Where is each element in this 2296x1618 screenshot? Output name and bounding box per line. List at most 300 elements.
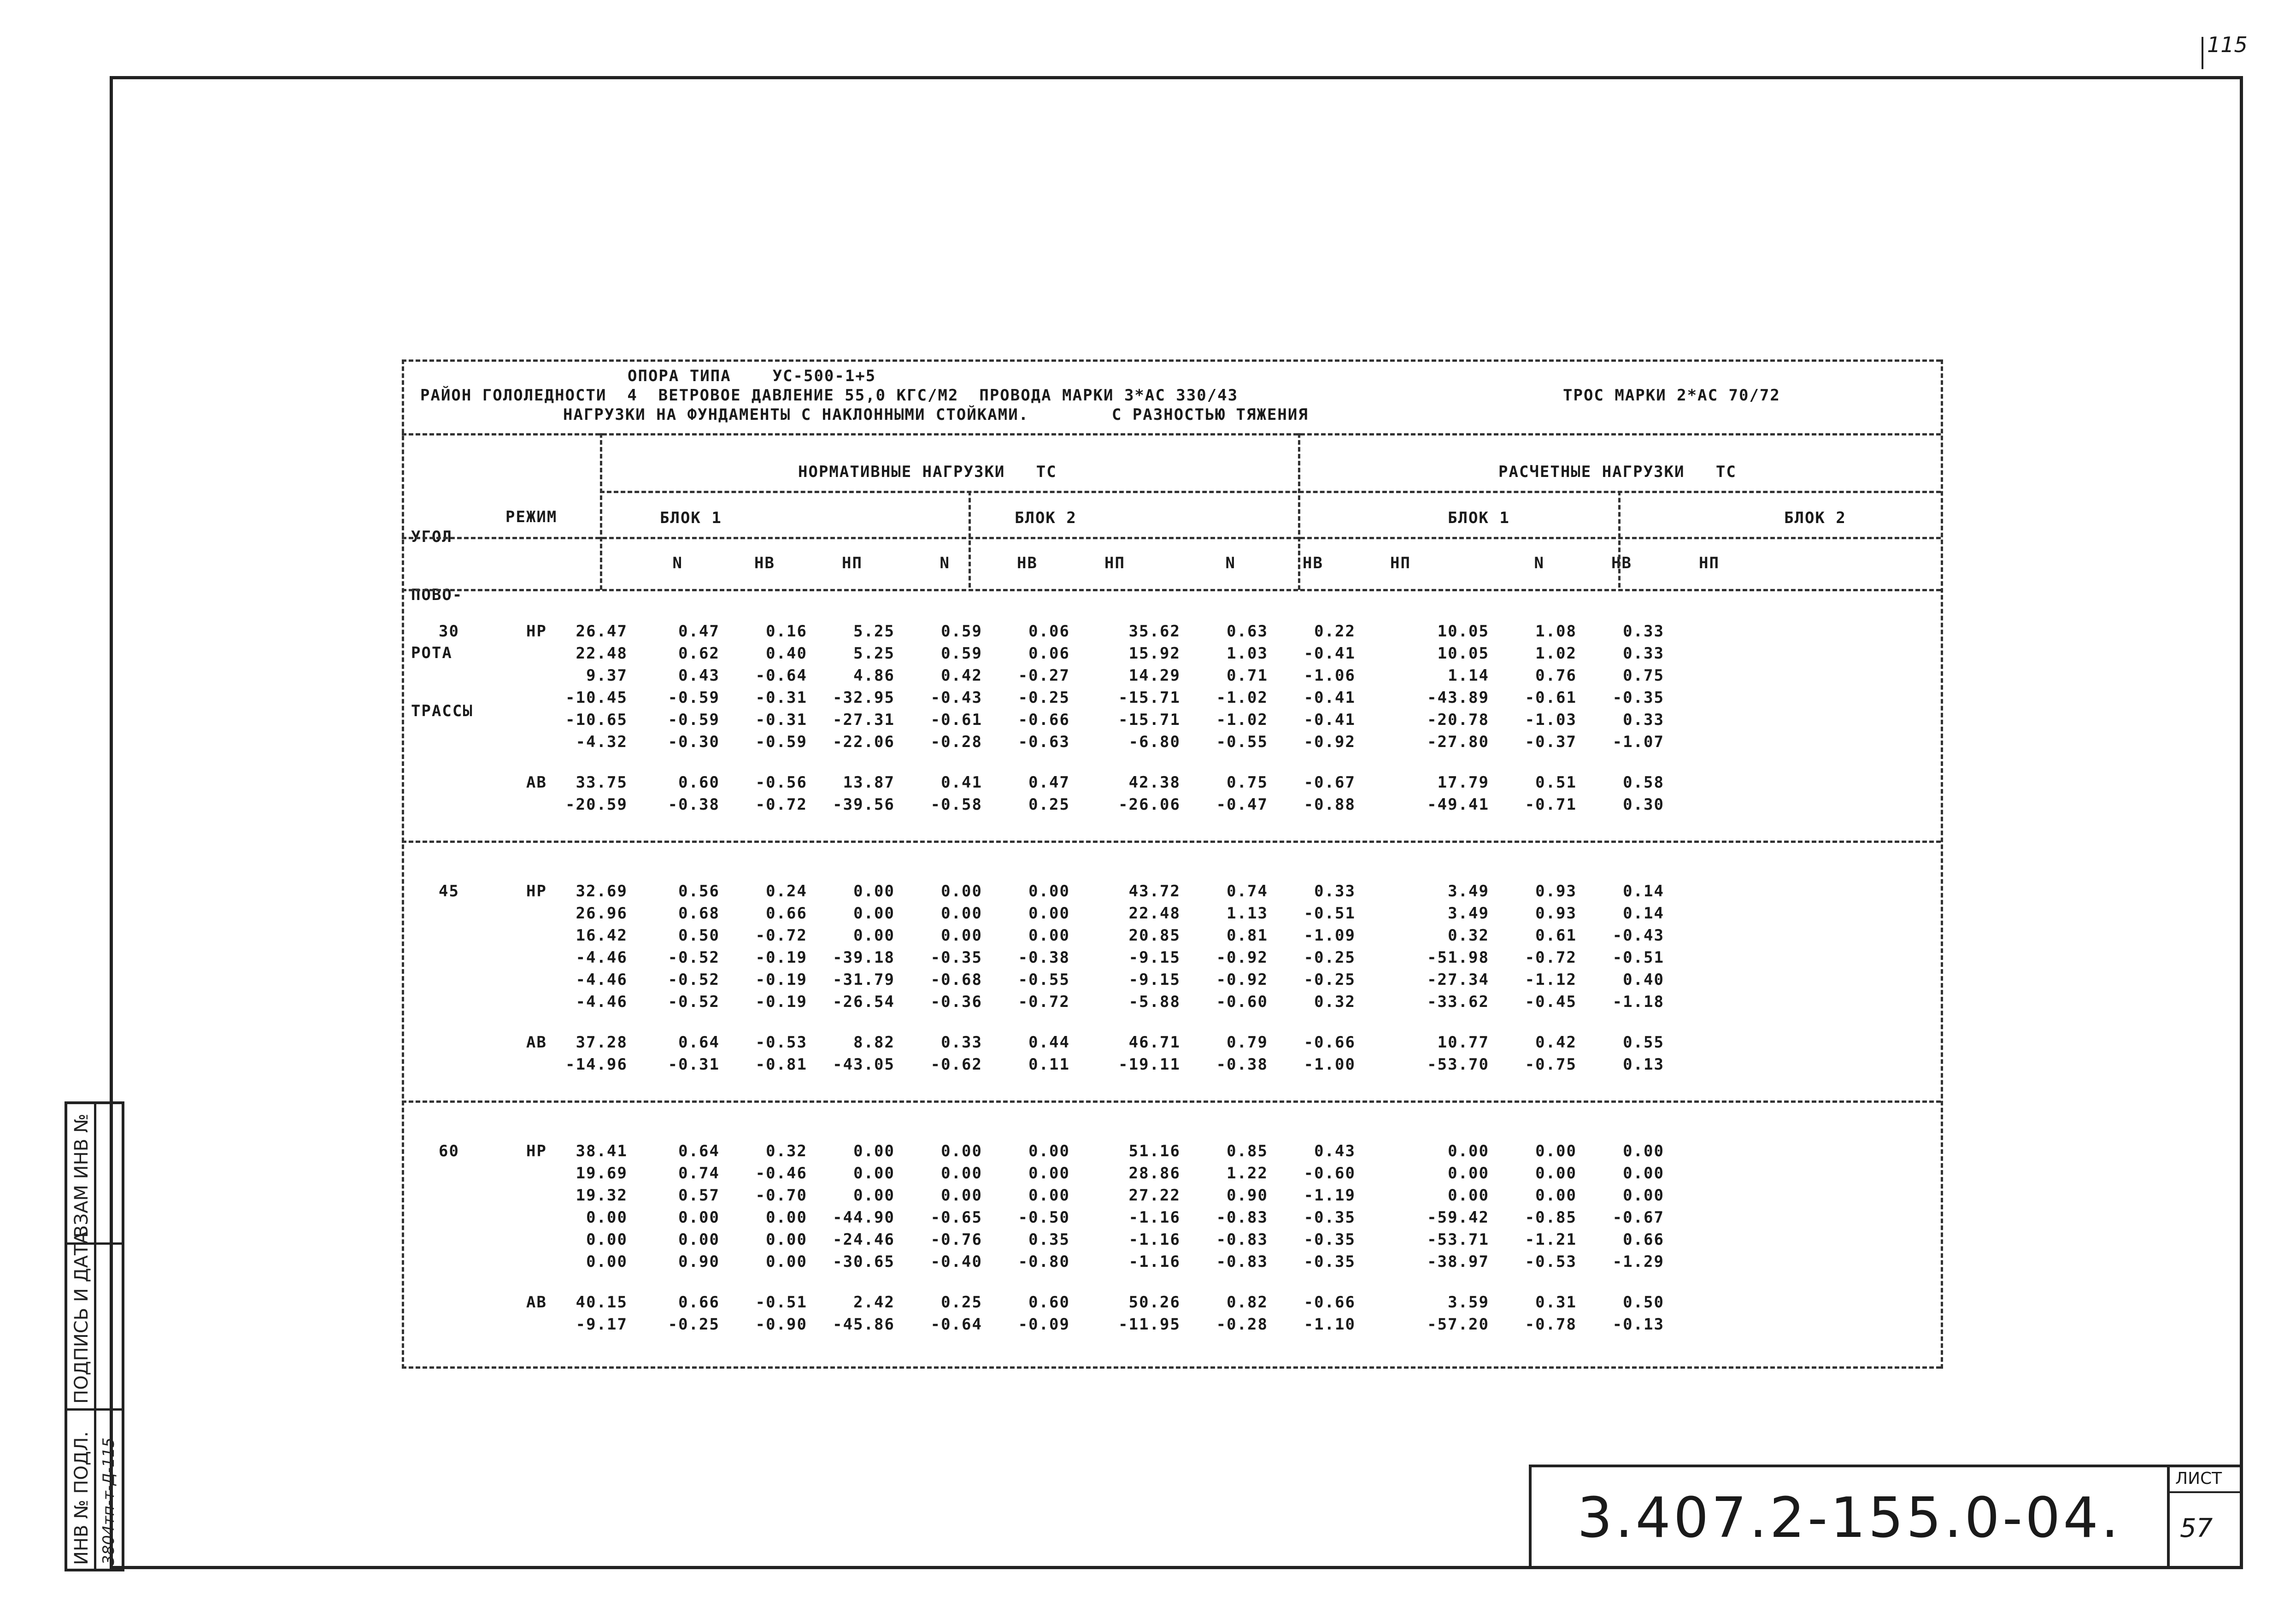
table-cell: -1.19: [1304, 1186, 1356, 1205]
mode-label: АВ: [526, 773, 547, 792]
col-angle-line: УГОЛ: [411, 528, 452, 546]
stamp-inv-number: 3804тп-т-Д-115: [100, 1437, 118, 1565]
table-cell: 0.75: [1623, 666, 1664, 685]
table-cell: 10.05: [1437, 644, 1489, 663]
table-cell: -1.12: [1525, 971, 1577, 989]
table-cell: 3.49: [1448, 882, 1489, 900]
table-cell: -1.07: [1612, 733, 1664, 751]
col-norm-block1: БЛОК 1: [660, 509, 722, 527]
table-cell: -27.34: [1427, 971, 1489, 989]
sheet-divider: [2170, 1491, 2243, 1493]
dashed-rule: [600, 491, 1941, 493]
table-cell: 0.00: [1448, 1164, 1489, 1183]
table-cell: -24.46: [833, 1230, 895, 1249]
table-cell: -0.72: [1018, 993, 1070, 1011]
table-cell: 0.00: [853, 926, 895, 945]
table-cell: -4.46: [575, 971, 628, 989]
table-cell: 26.96: [575, 904, 628, 923]
table-cell: 0.22: [1314, 622, 1356, 641]
table-cell: 42.38: [1128, 773, 1180, 792]
dashed-rule: [402, 1100, 1941, 1103]
sub-header-cell: N: [672, 554, 683, 572]
table-cell: 0.06: [1028, 622, 1070, 641]
table-cell: 0.00: [766, 1230, 807, 1249]
angle-label: 60: [439, 1142, 459, 1160]
angle-label: 45: [439, 882, 459, 900]
table-cell: 0.66: [678, 1293, 720, 1312]
table-cell: -4.46: [575, 948, 628, 967]
table-cell: -0.47: [1216, 795, 1268, 814]
dashed-rule: [402, 433, 1941, 435]
table-cell: -53.71: [1427, 1230, 1489, 1249]
table-cell: 13.87: [843, 773, 895, 792]
table-cell: -0.41: [1304, 711, 1356, 729]
table-cell: -1.02: [1216, 688, 1268, 707]
dashed-rule: [1298, 433, 1300, 590]
table-cell: 0.64: [678, 1033, 720, 1052]
table-cell: -15.71: [1118, 711, 1180, 729]
table-cell: -1.16: [1128, 1253, 1180, 1271]
table-cell: -0.59: [668, 688, 720, 707]
table-cell: -0.83: [1216, 1253, 1268, 1271]
table-cell: 0.00: [1028, 904, 1070, 923]
table-cell: -0.38: [1216, 1055, 1268, 1074]
table-cell: 0.71: [1227, 666, 1268, 685]
table-cell: -0.53: [755, 1033, 807, 1052]
table-cell: -43.89: [1427, 688, 1489, 707]
sub-header-cell: НВ: [1611, 554, 1632, 572]
table-cell: 5.25: [853, 622, 895, 641]
table-cell: 43.72: [1128, 882, 1180, 900]
table-cell: -5.88: [1128, 993, 1180, 1011]
table-cell: -1.09: [1304, 926, 1356, 945]
table-cell: 0.60: [678, 773, 720, 792]
table-cell: 0.00: [1028, 1186, 1070, 1205]
table-cell: -22.06: [833, 733, 895, 751]
table-cell: -15.71: [1118, 688, 1180, 707]
table-cell: 1.13: [1227, 904, 1268, 923]
table-cell: -31.79: [833, 971, 895, 989]
table-cell: -20.78: [1427, 711, 1489, 729]
table-cell: 0.50: [1623, 1293, 1664, 1312]
col-normative: НОРМАТИВНЫЕ НАГРУЗКИ ТС: [798, 463, 1057, 481]
load-table-printout: [402, 359, 1955, 1373]
table-cell: -0.31: [668, 1055, 720, 1074]
table-cell: 0.00: [1028, 882, 1070, 900]
table-cell: 0.00: [853, 1142, 895, 1160]
table-cell: 40.15: [575, 1293, 628, 1312]
table-cell: 0.11: [1028, 1055, 1070, 1074]
table-cell: 0.00: [1623, 1186, 1664, 1205]
sub-header-cell: N: [1225, 554, 1236, 572]
table-cell: -0.68: [930, 971, 982, 989]
table-cell: 2.42: [853, 1293, 895, 1312]
table-cell: -0.92: [1216, 971, 1268, 989]
table-cell: 0.00: [1623, 1164, 1664, 1183]
left-stamp: [65, 1101, 124, 1571]
table-cell: -1.10: [1304, 1315, 1356, 1334]
table-cell: -10.65: [565, 711, 628, 729]
table-cell: -0.35: [1304, 1208, 1356, 1227]
table-cell: 0.64: [678, 1142, 720, 1160]
table-cell: -51.98: [1427, 948, 1489, 967]
table-cell: 0.85: [1227, 1142, 1268, 1160]
table-cell: 1.22: [1227, 1164, 1268, 1183]
header-line-2: РАЙОН ГОЛОЛЕДНОСТИ 4 ВЕТРОВОЕ ДАВЛЕНИЕ 55,0 КГС/М2 ПРОВОДА МАРКИ 3*АС 330/43: [420, 386, 1239, 405]
table-cell: -32.95: [833, 688, 895, 707]
table-cell: -0.80: [1018, 1253, 1070, 1271]
table-cell: -1.18: [1612, 993, 1664, 1011]
table-cell: -0.64: [755, 666, 807, 685]
table-cell: 3.59: [1448, 1293, 1489, 1312]
table-cell: -0.41: [1304, 644, 1356, 663]
table-cell: 0.00: [941, 1142, 982, 1160]
col-des-block1: БЛОК 1: [1448, 509, 1510, 527]
table-cell: 0.63: [1227, 622, 1268, 641]
table-cell: -0.55: [1018, 971, 1070, 989]
table-cell: 0.33: [1623, 644, 1664, 663]
table-cell: 5.25: [853, 644, 895, 663]
table-cell: 0.13: [1623, 1055, 1664, 1074]
table-cell: 0.30: [1623, 795, 1664, 814]
table-cell: -0.38: [1018, 948, 1070, 967]
table-cell: 19.69: [575, 1164, 628, 1183]
table-cell: 0.31: [1535, 1293, 1577, 1312]
table-cell: -0.35: [1612, 688, 1664, 707]
table-cell: 0.00: [1535, 1142, 1577, 1160]
sub-header-cell: НВ: [1017, 554, 1038, 572]
table-cell: 0.82: [1227, 1293, 1268, 1312]
table-cell: 0.00: [586, 1253, 628, 1271]
dashed-rule: [600, 433, 602, 590]
col-des-block2: БЛОК 2: [1784, 509, 1846, 527]
table-cell: -9.17: [575, 1315, 628, 1334]
table-cell: -0.25: [1018, 688, 1070, 707]
dashed-rule: [1941, 359, 1943, 1369]
table-cell: 0.00: [1535, 1186, 1577, 1205]
table-cell: -0.71: [1525, 795, 1577, 814]
col-angle-line: ТРАССЫ: [411, 702, 473, 720]
table-cell: 0.47: [1028, 773, 1070, 792]
sheet-top-number: 115: [2207, 32, 2248, 57]
table-cell: -0.67: [1612, 1208, 1664, 1227]
table-cell: -0.43: [1612, 926, 1664, 945]
table-cell: -1.03: [1525, 711, 1577, 729]
stamp-inv-podl: ИНВ № ПОДЛ.: [71, 1431, 92, 1565]
table-cell: 0.42: [1535, 1033, 1577, 1052]
table-cell: -0.27: [1018, 666, 1070, 685]
table-cell: 1.14: [1448, 666, 1489, 685]
table-cell: -0.58: [930, 795, 982, 814]
table-cell: 0.24: [766, 882, 807, 900]
header-line-2b: ТРОС МАРКИ 2*АС 70/72: [1563, 386, 1780, 405]
table-cell: 0.66: [1623, 1230, 1664, 1249]
sub-header-cell: N: [940, 554, 950, 572]
mode-label: НР: [526, 882, 547, 900]
angle-label: 30: [439, 622, 459, 641]
table-cell: -0.72: [1525, 948, 1577, 967]
table-cell: 28.86: [1128, 1164, 1180, 1183]
table-cell: 0.00: [1028, 926, 1070, 945]
table-cell: 26.47: [575, 622, 628, 641]
table-cell: 0.59: [941, 644, 982, 663]
table-cell: -14.96: [565, 1055, 628, 1074]
table-cell: 0.00: [853, 1186, 895, 1205]
table-cell: 0.62: [678, 644, 720, 663]
table-cell: -0.45: [1525, 993, 1577, 1011]
table-cell: 0.25: [941, 1293, 982, 1312]
table-cell: -0.83: [1216, 1208, 1268, 1227]
stamp-divider: [67, 1408, 122, 1411]
table-cell: -10.45: [565, 688, 628, 707]
table-cell: -0.50: [1018, 1208, 1070, 1227]
sub-header-cell: НП: [1104, 554, 1125, 572]
table-cell: -0.25: [1304, 971, 1356, 989]
table-cell: 27.22: [1128, 1186, 1180, 1205]
table-cell: -0.31: [755, 711, 807, 729]
dashed-rule: [402, 1366, 1941, 1369]
sub-header-cell: НП: [1390, 554, 1411, 572]
table-cell: -1.16: [1128, 1230, 1180, 1249]
table-cell: 35.62: [1128, 622, 1180, 641]
table-cell: 0.75: [1227, 773, 1268, 792]
table-cell: 3.49: [1448, 904, 1489, 923]
table-cell: 0.81: [1227, 926, 1268, 945]
table-cell: -0.35: [1304, 1230, 1356, 1249]
table-cell: 0.06: [1028, 644, 1070, 663]
table-cell: -26.54: [833, 993, 895, 1011]
table-cell: 0.00: [941, 926, 982, 945]
table-cell: -1.02: [1216, 711, 1268, 729]
dashed-rule: [402, 841, 1941, 843]
mode-label: НР: [526, 1142, 547, 1160]
table-cell: 0.60: [1028, 1293, 1070, 1312]
table-cell: -0.76: [930, 1230, 982, 1249]
table-cell: 0.76: [1535, 666, 1577, 685]
table-cell: -0.46: [755, 1164, 807, 1183]
table-cell: -1.21: [1525, 1230, 1577, 1249]
table-cell: -53.70: [1427, 1055, 1489, 1074]
table-cell: 0.50: [678, 926, 720, 945]
table-cell: -0.40: [930, 1253, 982, 1271]
table-cell: -0.60: [1304, 1164, 1356, 1183]
header-line-1: ОПОРА ТИПА УС-500-1+5: [628, 367, 876, 385]
table-cell: -27.80: [1427, 733, 1489, 751]
table-cell: 0.00: [1028, 1142, 1070, 1160]
table-cell: -0.52: [668, 993, 720, 1011]
table-cell: 22.48: [575, 644, 628, 663]
table-cell: -0.62: [930, 1055, 982, 1074]
table-cell: 0.14: [1623, 904, 1664, 923]
table-cell: -0.81: [755, 1055, 807, 1074]
table-cell: -0.92: [1304, 733, 1356, 751]
table-cell: 0.40: [1623, 971, 1664, 989]
table-cell: -57.20: [1427, 1315, 1489, 1334]
table-cell: 0.14: [1623, 882, 1664, 900]
mode-label: НР: [526, 622, 547, 641]
mode-label: АВ: [526, 1033, 547, 1052]
mode-label: АВ: [526, 1293, 547, 1312]
title-block: [1529, 1465, 2167, 1569]
table-cell: -0.92: [1216, 948, 1268, 967]
table-cell: -9.15: [1128, 971, 1180, 989]
table-cell: -0.61: [930, 711, 982, 729]
table-cell: 0.40: [766, 644, 807, 663]
table-cell: 33.75: [575, 773, 628, 792]
table-cell: 0.35: [1028, 1230, 1070, 1249]
table-cell: 0.74: [678, 1164, 720, 1183]
dashed-rule: [402, 589, 1941, 591]
table-cell: 0.55: [1623, 1033, 1664, 1052]
table-cell: 1.03: [1227, 644, 1268, 663]
col-angle-line: РОТА: [411, 644, 452, 662]
table-cell: 38.41: [575, 1142, 628, 1160]
table-cell: 0.00: [1623, 1142, 1664, 1160]
table-cell: -59.42: [1427, 1208, 1489, 1227]
table-cell: 16.42: [575, 926, 628, 945]
table-cell: -33.62: [1427, 993, 1489, 1011]
table-cell: -43.05: [833, 1055, 895, 1074]
table-cell: 0.33: [1314, 882, 1356, 900]
table-cell: -0.35: [930, 948, 982, 967]
table-cell: 0.59: [941, 622, 982, 641]
table-cell: -0.52: [668, 971, 720, 989]
table-cell: -0.61: [1525, 688, 1577, 707]
table-cell: -27.31: [833, 711, 895, 729]
table-cell: 0.00: [941, 882, 982, 900]
table-cell: 0.90: [678, 1253, 720, 1271]
table-cell: -0.51: [1304, 904, 1356, 923]
table-cell: 0.00: [853, 904, 895, 923]
table-cell: -0.88: [1304, 795, 1356, 814]
table-cell: 0.00: [1028, 1164, 1070, 1183]
table-cell: -0.90: [755, 1315, 807, 1334]
table-cell: -0.70: [755, 1186, 807, 1205]
table-cell: 0.66: [766, 904, 807, 923]
table-cell: -0.55: [1216, 733, 1268, 751]
table-cell: 0.44: [1028, 1033, 1070, 1052]
table-cell: 0.25: [1028, 795, 1070, 814]
table-cell: -49.41: [1427, 795, 1489, 814]
table-cell: -4.46: [575, 993, 628, 1011]
table-cell: -9.15: [1128, 948, 1180, 967]
table-cell: 0.00: [766, 1208, 807, 1227]
table-cell: 0.90: [1227, 1186, 1268, 1205]
table-cell: 0.00: [1448, 1186, 1489, 1205]
table-cell: -1.00: [1304, 1055, 1356, 1074]
table-cell: 51.16: [1128, 1142, 1180, 1160]
table-cell: -0.19: [755, 993, 807, 1011]
stamp-vzam-inv: ВЗАМ ИНВ №: [71, 1113, 92, 1238]
dashed-rule: [402, 359, 1941, 362]
table-cell: 0.00: [678, 1208, 720, 1227]
table-cell: -0.25: [668, 1315, 720, 1334]
table-cell: 15.92: [1128, 644, 1180, 663]
table-cell: -0.56: [755, 773, 807, 792]
dashed-rule: [969, 491, 971, 588]
table-cell: 10.77: [1437, 1033, 1489, 1052]
table-cell: -30.65: [833, 1253, 895, 1271]
sheet-number: 57: [2180, 1513, 2213, 1543]
table-cell: -45.86: [833, 1315, 895, 1334]
table-cell: 0.00: [1535, 1164, 1577, 1183]
table-cell: 0.00: [586, 1208, 628, 1227]
table-cell: 0.00: [941, 904, 982, 923]
table-cell: -1.29: [1612, 1253, 1664, 1271]
table-cell: 0.41: [941, 773, 982, 792]
header-line-3: НАГРУЗКИ НА ФУНДАМЕНТЫ С НАКЛОННЫМИ СТОЙКАМИ. С РАЗНОСТЬЮ ТЯЖЕНИЯ: [563, 406, 1309, 424]
table-cell: 20.85: [1128, 926, 1180, 945]
top-tick: [2202, 37, 2203, 69]
table-cell: -0.64: [930, 1315, 982, 1334]
table-cell: 37.28: [575, 1033, 628, 1052]
table-cell: 1.08: [1535, 622, 1577, 641]
table-cell: -0.13: [1612, 1315, 1664, 1334]
table-cell: 0.33: [1623, 622, 1664, 641]
table-cell: -0.53: [1525, 1253, 1577, 1271]
table-cell: 0.93: [1535, 882, 1577, 900]
table-cell: 32.69: [575, 882, 628, 900]
table-cell: -0.19: [755, 948, 807, 967]
table-cell: -0.41: [1304, 688, 1356, 707]
table-cell: -0.72: [755, 926, 807, 945]
table-cell: 46.71: [1128, 1033, 1180, 1052]
table-cell: -0.72: [755, 795, 807, 814]
document-code: 3.407.2-155.0-04.: [1577, 1486, 2121, 1550]
table-cell: -0.66: [1018, 711, 1070, 729]
table-cell: 0.33: [1623, 711, 1664, 729]
table-cell: -0.59: [755, 733, 807, 751]
table-cell: -0.75: [1525, 1055, 1577, 1074]
table-cell: 9.37: [586, 666, 628, 685]
table-cell: -0.35: [1304, 1253, 1356, 1271]
table-cell: 0.42: [941, 666, 982, 685]
stamp-divider: [94, 1104, 96, 1569]
table-cell: -0.67: [1304, 773, 1356, 792]
table-cell: 0.57: [678, 1186, 720, 1205]
table-cell: 4.86: [853, 666, 895, 685]
table-cell: -44.90: [833, 1208, 895, 1227]
table-cell: 10.05: [1437, 622, 1489, 641]
table-cell: -0.28: [930, 733, 982, 751]
table-cell: -0.59: [668, 711, 720, 729]
table-cell: 0.32: [766, 1142, 807, 1160]
table-cell: -0.38: [668, 795, 720, 814]
table-cell: -0.51: [1612, 948, 1664, 967]
table-cell: -0.52: [668, 948, 720, 967]
table-cell: -1.06: [1304, 666, 1356, 685]
table-cell: -0.19: [755, 971, 807, 989]
sub-header-cell: НП: [842, 554, 863, 572]
table-cell: -4.32: [575, 733, 628, 751]
table-cell: 0.00: [941, 1164, 982, 1183]
col-design: РАСЧЕТНЫЕ НАГРУЗКИ ТС: [1498, 463, 1737, 481]
sub-header-cell: НВ: [754, 554, 775, 572]
table-cell: -0.09: [1018, 1315, 1070, 1334]
sub-header-cell: N: [1534, 554, 1544, 572]
dashed-rule: [1618, 491, 1621, 588]
col-mode: РЕЖИМ: [505, 508, 558, 526]
table-cell: -0.51: [755, 1293, 807, 1312]
table-cell: 0.32: [1448, 926, 1489, 945]
dashed-rule: [402, 359, 404, 1369]
table-cell: 0.32: [1314, 993, 1356, 1011]
table-cell: 0.43: [678, 666, 720, 685]
table-cell: 8.82: [853, 1033, 895, 1052]
table-cell: -38.97: [1427, 1253, 1489, 1271]
table-cell: 17.79: [1437, 773, 1489, 792]
table-cell: 19.32: [575, 1186, 628, 1205]
